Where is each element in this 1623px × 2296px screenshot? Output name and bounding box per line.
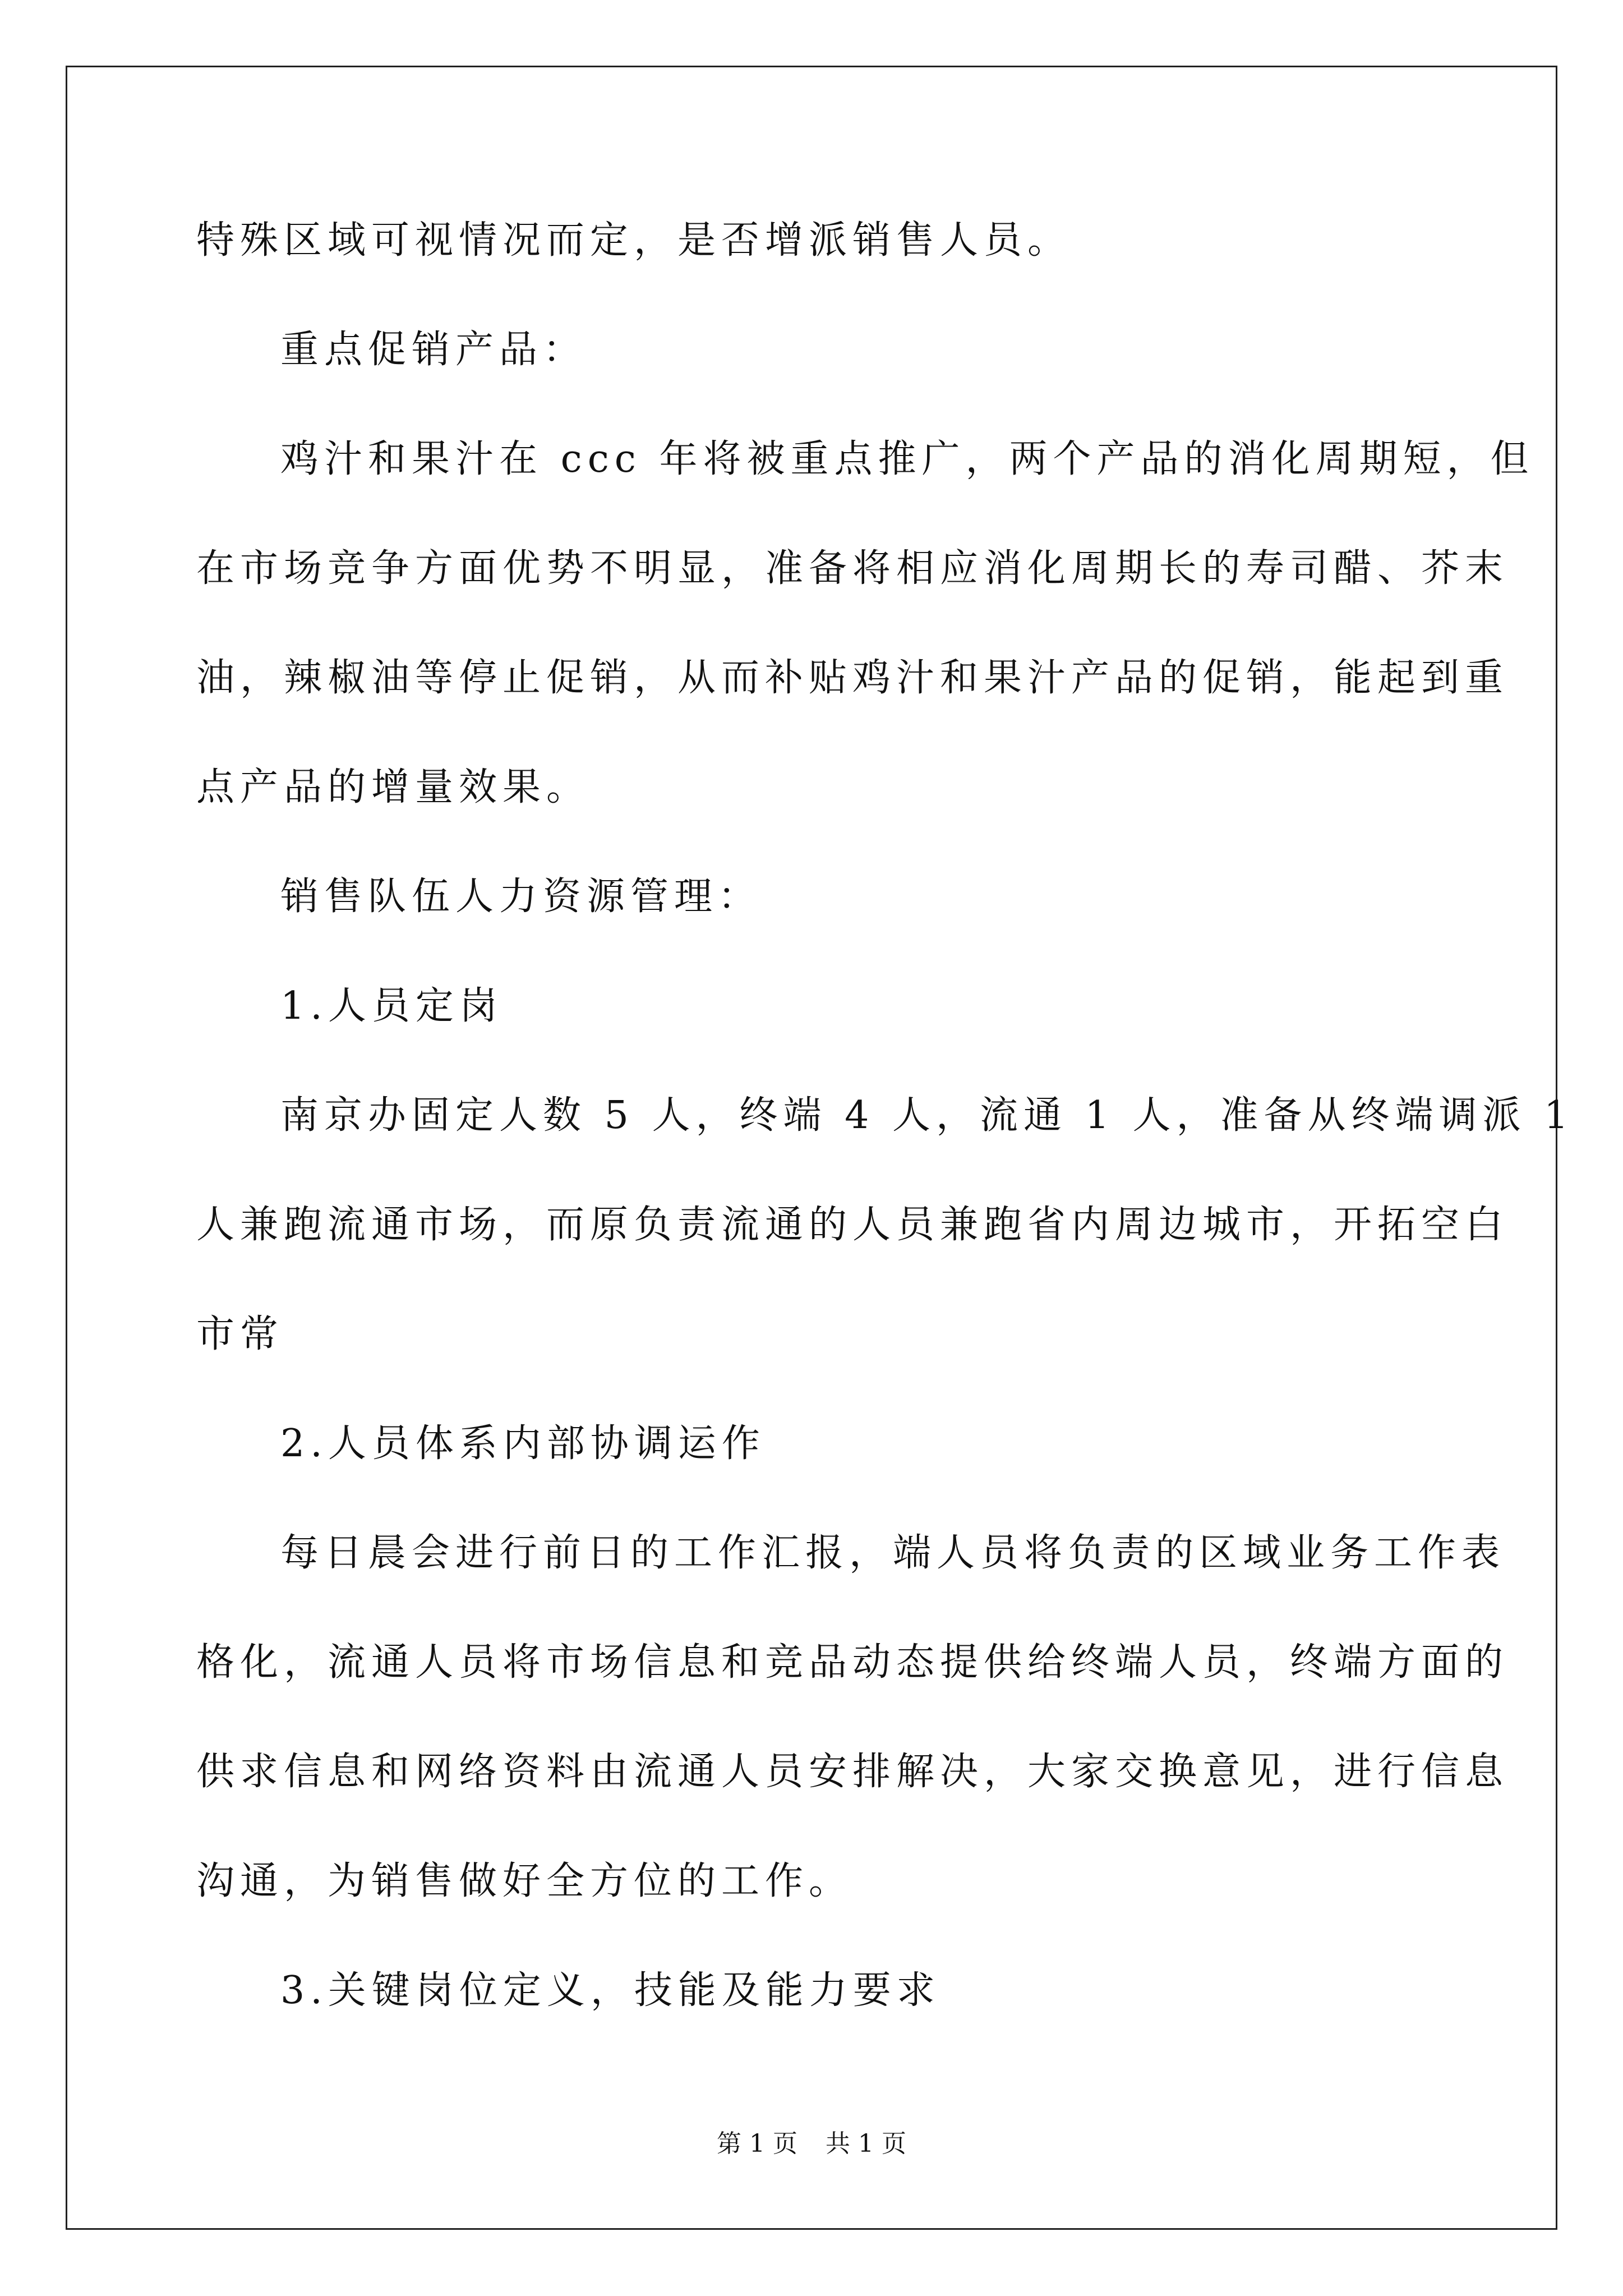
subsection-heading: 1.人员定岗 bbox=[280, 984, 503, 1028]
page-border bbox=[66, 66, 1557, 2230]
body-line: 每日晨会进行前日的工作汇报，端人员将负责的区域业务工作表 bbox=[280, 1531, 1506, 1575]
page-footer bbox=[0, 2129, 1623, 2158]
body-line: 点产品的增量效果。 bbox=[196, 765, 591, 809]
subsection-heading: 3.关键岗位定义，技能及能力要求 bbox=[280, 1968, 940, 2013]
body-line: 供求信息和网络资料由流通人员安排解决，大家交换意见，进行信息 bbox=[196, 1750, 1509, 1794]
body-line: 格化，流通人员将市场信息和竞品动态提供给终端人员，终端方面的 bbox=[196, 1640, 1509, 1685]
body-line: 在市场竞争方面优势不明显，准备将相应消化周期长的寿司醋、芥末 bbox=[196, 546, 1509, 591]
body-line: 油，辣椒油等停止促销，从而补贴鸡汁和果汁产品的促销，能起到重 bbox=[196, 656, 1509, 700]
subsection-heading: 2.人员体系内部协调运作 bbox=[280, 1421, 766, 1466]
body-line: 沟通，为销售做好全方位的工作。 bbox=[196, 1859, 853, 1903]
body-line: 南京办固定人数 5 人，终端 4 人，流通 1 人，准备从终端调派 1 bbox=[280, 1093, 1574, 1138]
body-line: 市常 bbox=[196, 1312, 284, 1356]
page-number: 第 1 页 bbox=[717, 2129, 797, 2158]
body-line: 人兼跑流通市场，而原负责流通的人员兼跑省内周边城市，开拓空白 bbox=[196, 1203, 1509, 1247]
section-heading: 销售队伍人力资源管理： bbox=[280, 875, 762, 919]
body-line: 特殊区域可视情况而定，是否增派销售人员。 bbox=[196, 218, 1072, 263]
body-line: 鸡汁和果汁在 ccc 年将被重点推广，两个产品的消化周期短，但 bbox=[280, 437, 1534, 481]
page-total: 共 1 页 bbox=[826, 2129, 906, 2158]
section-heading: 重点促销产品： bbox=[280, 328, 587, 372]
